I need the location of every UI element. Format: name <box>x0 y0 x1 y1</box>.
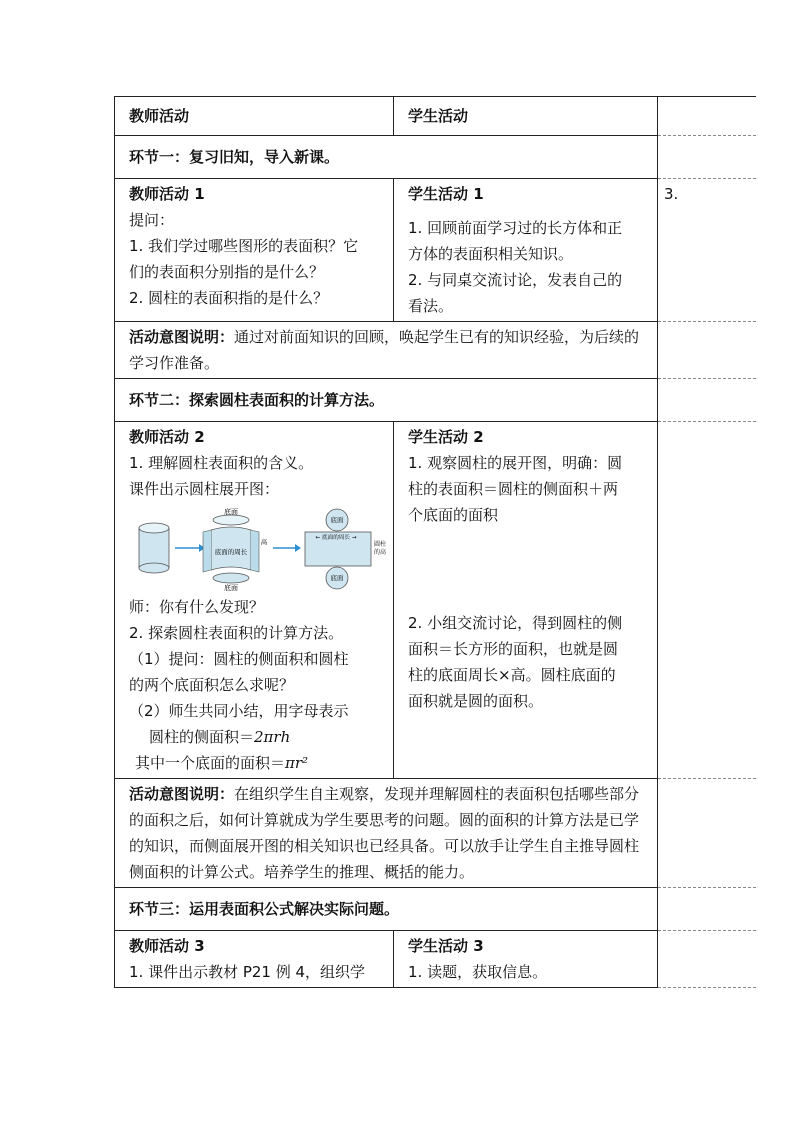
cylinder-body <box>139 528 169 568</box>
top-base-ellipse <box>213 515 249 525</box>
text-line: 1. 理解圆柱表面积的含义。 <box>129 454 314 472</box>
side-note: 3. <box>658 179 756 322</box>
text-line: 1. 我们学过哪些图形的表面积？它 <box>129 237 359 255</box>
section-row <box>115 888 756 931</box>
activity-row <box>115 422 756 779</box>
teacher-activity-title: 教师活动 3 <box>129 937 205 955</box>
text-line: 柱的表面积＝圆柱的侧面积＋两 <box>408 480 619 498</box>
text-line: 2. 圆柱的表面积指的是什么？ <box>129 289 329 307</box>
student-activity-title: 学生活动 3 <box>408 937 484 955</box>
student-activity-title: 学生活动 1 <box>408 185 484 203</box>
text-line: 看法。 <box>408 297 454 315</box>
net-height-label-1: 圆柱 <box>373 541 387 548</box>
section-row <box>115 379 756 422</box>
cylinder-net-diagram <box>133 506 389 592</box>
net-top-label: 底面 <box>330 516 344 524</box>
height-label: 高 <box>260 538 268 546</box>
section-title: 环节一：复习旧知，导入新课。 <box>115 136 658 179</box>
intent-text: 在组织学生自主观察，发现并理解圆柱的表面积包括哪些部分的面积之后，如何计算就成为学生要思考的问题。圆的面积的计算方法是已学的知识，而侧面展开图的相关知识也已经具备。可以放手让学生自主推导圆柱侧面积的计算公式。培养学生的推理、概括的能力。 <box>129 785 640 881</box>
text-line: 提问： <box>129 211 175 229</box>
text-line: 1. 课件出示教材 P21 例 4，组织学 <box>129 963 366 981</box>
teacher-activity-cell <box>115 931 394 988</box>
bottom-base-ellipse <box>213 573 249 583</box>
text-line: 方体的表面积相关知识。 <box>408 245 574 263</box>
section-title: 环节二：探索圆柱表面积的计算方法。 <box>115 379 658 422</box>
net-bottom-label: 底面 <box>330 574 344 582</box>
student-activity-cell <box>394 422 658 779</box>
text-line: 们的表面积分别指的是什么？ <box>129 263 325 281</box>
text-line: 个底面的面积 <box>408 506 499 524</box>
text-line: 柱的底面周长×高。圆柱底面的 <box>408 666 616 684</box>
net-height-label-2: 的高 <box>373 549 387 556</box>
student-activity-header: 学生活动 <box>394 97 658 136</box>
intent-cell <box>115 322 658 379</box>
bottom-base-label: 底面 <box>224 584 238 592</box>
lesson-plan-table <box>114 96 756 988</box>
notes-column-cell <box>658 97 756 136</box>
intent-row <box>115 779 756 888</box>
cylinder-top <box>139 523 169 533</box>
text-line: （1）提问：圆柱的侧面积和圆柱 <box>129 650 349 668</box>
student-activity-title: 学生活动 2 <box>408 428 484 446</box>
text-line: 2. 探索圆柱表面积的计算方法。 <box>129 624 344 642</box>
activity-row <box>115 931 756 988</box>
text-line: 师：你有什么发现？ <box>129 598 265 616</box>
header-row <box>115 97 756 136</box>
text-line: 面积＝长方形的面积，也就是圆 <box>408 640 619 658</box>
text-line: 的两个底面积怎么求呢？ <box>129 676 295 694</box>
formula-base-area: 其中一个底面的面积＝πr² <box>135 754 309 772</box>
text-line: 2. 与同桌交流讨论，发表自己的 <box>408 271 623 289</box>
text-line: 课件出示圆柱展开图： <box>129 480 280 498</box>
section-row <box>115 136 756 179</box>
intent-row <box>115 322 756 379</box>
teacher-activity-cell <box>115 422 394 779</box>
text-line: 面积就是圆的面积。 <box>408 692 544 710</box>
student-activity-cell <box>394 179 658 322</box>
teacher-activity-cell <box>115 179 394 322</box>
formula-lateral-area: 圆柱的侧面积＝2πrh <box>149 728 291 746</box>
teacher-activity-title: 教师活动 1 <box>129 185 205 203</box>
teacher-activity-header: 教师活动 <box>115 97 394 136</box>
text-line: （2）师生共同小结，用字母表示 <box>129 702 349 720</box>
intent-cell <box>115 779 658 888</box>
activity-row <box>115 179 756 322</box>
intent-label: 活动意图说明： <box>129 328 235 346</box>
text-line: 1. 读题，获取信息。 <box>408 963 548 981</box>
top-base-label: 底面 <box>224 508 238 516</box>
section-title: 环节三：运用表面积公式解决实际问题。 <box>115 888 658 931</box>
cylinder-bottom <box>139 563 169 573</box>
student-activity-cell <box>394 931 658 988</box>
teacher-activity-title: 教师活动 2 <box>129 428 205 446</box>
text-line: 1. 回顾前面学习过的长方体和正 <box>408 219 623 237</box>
text-line: 1. 观察圆柱的展开图，明确：圆 <box>408 454 623 472</box>
net-circumference-label: ← 底面的周长 → <box>315 535 357 541</box>
intent-label: 活动意图说明： <box>129 785 235 803</box>
text-line: 2. 小组交流讨论，得到圆柱的侧 <box>408 614 623 632</box>
arrow-head-icon <box>295 544 301 552</box>
circumference-label: 底面的周长 <box>214 548 248 556</box>
intent-text: 通过对前面知识的回顾，唤起学生已有的知识经验，为后续的学习作准备。 <box>129 328 640 372</box>
